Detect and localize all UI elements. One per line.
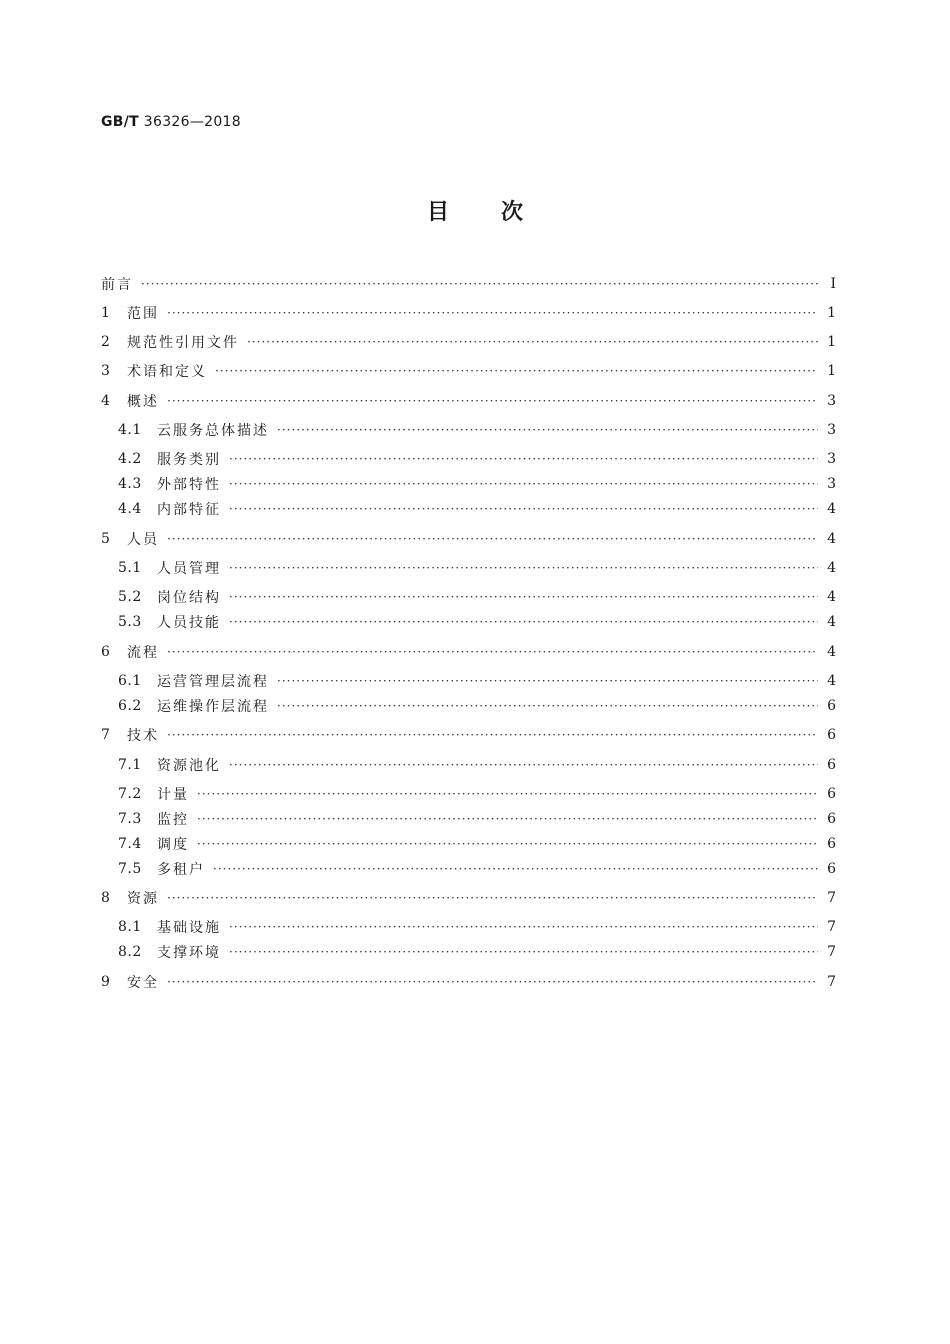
toc-entry-page: 3 — [827, 451, 836, 467]
toc-entry-number: 2 — [101, 334, 111, 350]
toc-entry-page: 4 — [827, 501, 836, 517]
toc-entry-number: 3 — [101, 363, 111, 379]
dot-leader — [229, 558, 818, 578]
toc-entry-page: 6 — [827, 836, 836, 852]
toc-entry-number: 4.4 — [118, 501, 142, 517]
toc-entry-page: 3 — [827, 422, 836, 438]
toc-entry-label: 服务类别 — [157, 452, 221, 468]
toc-entry[interactable] — [118, 474, 836, 494]
toc-entry-number: 7 — [101, 727, 111, 743]
page-title: 目次 — [426, 200, 575, 225]
toc-entry[interactable] — [118, 809, 836, 829]
dot-leader — [197, 784, 818, 804]
toc-entry-label: 人员管理 — [157, 561, 221, 577]
toc-entry-number: 7.5 — [118, 861, 142, 877]
toc-entry-number: 4.2 — [118, 451, 142, 467]
dot-leader — [215, 361, 818, 381]
toc-entry-label: 调度 — [157, 837, 189, 853]
toc-entry[interactable] — [101, 972, 836, 992]
toc-entry[interactable] — [118, 612, 836, 632]
dot-leader — [229, 587, 818, 607]
standard-prefix: GB/T — [101, 114, 140, 130]
toc-entry[interactable] — [118, 420, 836, 440]
toc-entry[interactable] — [101, 642, 836, 662]
dot-leader — [167, 888, 818, 908]
toc-entry-page: 6 — [827, 727, 836, 743]
toc-entry-number: 8 — [101, 890, 111, 906]
toc-entry-label: 岗位结构 — [157, 590, 221, 606]
toc-entry[interactable] — [101, 888, 836, 908]
toc-entry-label: 术语和定义 — [127, 364, 207, 380]
toc-entry[interactable] — [118, 917, 836, 937]
toc-entry-page: 6 — [827, 786, 836, 802]
toc-entry-page: 4 — [827, 589, 836, 605]
toc-entry-label: 外部特性 — [157, 477, 221, 493]
toc-entry-label: 支撑环境 — [157, 945, 221, 961]
toc-entry-label: 范围 — [127, 306, 159, 322]
dot-leader — [229, 449, 818, 469]
toc-entry-number: 6 — [101, 644, 111, 660]
toc-entry-number: 1 — [101, 305, 111, 321]
toc-entry[interactable] — [101, 361, 836, 381]
toc-entry-number: 4.1 — [118, 422, 142, 438]
toc-entry-page: 7 — [827, 974, 836, 990]
toc-entry-number: 7.3 — [118, 811, 142, 827]
dot-leader — [229, 942, 818, 962]
toc-entry-label: 资源池化 — [157, 758, 221, 774]
dot-leader — [277, 696, 818, 716]
toc-entry-number: 6.1 — [118, 673, 142, 689]
toc-entry-page: 6 — [827, 698, 836, 714]
toc-entry-number: 5.2 — [118, 589, 142, 605]
toc-entry[interactable] — [118, 834, 836, 854]
dot-leader — [141, 274, 818, 294]
toc-entry-label: 监控 — [157, 812, 189, 828]
dot-leader — [167, 391, 818, 411]
dot-leader — [229, 755, 818, 775]
toc-entry[interactable] — [118, 671, 836, 691]
toc-entry-page: 3 — [827, 393, 836, 409]
dot-leader — [197, 809, 818, 829]
toc-entry-page: 6 — [827, 811, 836, 827]
toc-entry-label: 资源 — [127, 891, 159, 907]
toc-entry-label: 人员 — [127, 532, 159, 548]
toc-entry-number: 8.2 — [118, 944, 142, 960]
dot-leader — [229, 499, 818, 519]
toc-entry[interactable] — [118, 696, 836, 716]
toc-entry[interactable] — [101, 274, 836, 294]
toc-entry-label: 人员技能 — [157, 615, 221, 631]
toc-entry-label: 多租户 — [157, 862, 205, 878]
toc-entry-label: 运维操作层流程 — [157, 699, 269, 715]
toc-entry-page: 7 — [827, 944, 836, 960]
toc-entry[interactable] — [118, 499, 836, 519]
dot-leader — [167, 642, 818, 662]
toc-entry-page: 4 — [827, 673, 836, 689]
toc-entry-label: 基础设施 — [157, 920, 221, 936]
toc-entry-number: 5 — [101, 531, 111, 547]
toc-entry-page: 6 — [827, 861, 836, 877]
toc-entry-number: 5.1 — [118, 560, 142, 576]
standard-number: 36326—2018 — [143, 114, 241, 130]
dot-leader — [247, 332, 818, 352]
dot-leader — [197, 834, 818, 854]
toc-entry[interactable] — [101, 725, 836, 745]
toc-entry-page: 4 — [827, 560, 836, 576]
toc-entry[interactable] — [101, 529, 836, 549]
toc-entry-label: 安全 — [127, 975, 159, 991]
toc-entry-label: 前言 — [101, 277, 133, 293]
toc-entry-label: 流程 — [127, 645, 159, 661]
toc-entry-page: 6 — [827, 757, 836, 773]
toc-entry-page: 4 — [827, 614, 836, 630]
toc-entry-label: 内部特征 — [157, 502, 221, 518]
dot-leader — [277, 671, 818, 691]
toc-entry-page: Ⅰ — [830, 276, 836, 292]
toc-entry-number: 9 — [101, 974, 111, 990]
toc-entry[interactable] — [118, 859, 836, 879]
toc-entry-number: 8.1 — [118, 919, 142, 935]
toc-entry-page: 7 — [827, 890, 836, 906]
toc-entry[interactable] — [118, 449, 836, 469]
toc-entry-label: 规范性引用文件 — [127, 335, 239, 351]
toc-entry-page: 1 — [827, 305, 836, 321]
toc-entry-page: 4 — [827, 531, 836, 547]
toc-entry-label: 云服务总体描述 — [157, 423, 269, 439]
toc-entry[interactable] — [118, 942, 836, 962]
toc-entry-number: 6.2 — [118, 698, 142, 714]
toc-entry-number: 7.2 — [118, 786, 142, 802]
toc-entry-number: 4.3 — [118, 476, 142, 492]
toc-entry-page: 1 — [827, 363, 836, 379]
toc-entry-number: 7.4 — [118, 836, 142, 852]
toc-entry-page: 1 — [827, 334, 836, 350]
dot-leader — [167, 725, 818, 745]
toc-entry-number: 5.3 — [118, 614, 142, 630]
toc-entry-page: 4 — [827, 644, 836, 660]
dot-leader — [213, 859, 818, 879]
toc-entry[interactable] — [101, 303, 836, 323]
toc-entry[interactable] — [118, 784, 836, 804]
toc-entry-label: 计量 — [157, 787, 189, 803]
dot-leader — [167, 529, 818, 549]
toc-entry-number: 4 — [101, 393, 111, 409]
standard-code — [101, 114, 241, 130]
toc-entry-label: 概述 — [127, 394, 159, 410]
dot-leader — [229, 474, 818, 494]
toc-entry-page: 7 — [827, 919, 836, 935]
toc-entry[interactable] — [118, 587, 836, 607]
toc-entry-page: 3 — [827, 476, 836, 492]
toc-entry-number: 7.1 — [118, 757, 142, 773]
toc-entry-label: 技术 — [127, 728, 159, 744]
dot-leader — [167, 972, 818, 992]
dot-leader — [229, 612, 818, 632]
toc-entry[interactable] — [118, 755, 836, 775]
dot-leader — [167, 303, 818, 323]
toc-entry[interactable] — [101, 391, 836, 411]
dot-leader — [229, 917, 818, 937]
toc-entry[interactable] — [101, 332, 836, 352]
toc-entry[interactable] — [118, 558, 836, 578]
dot-leader — [277, 420, 818, 440]
toc-entry-label: 运营管理层流程 — [157, 674, 269, 690]
